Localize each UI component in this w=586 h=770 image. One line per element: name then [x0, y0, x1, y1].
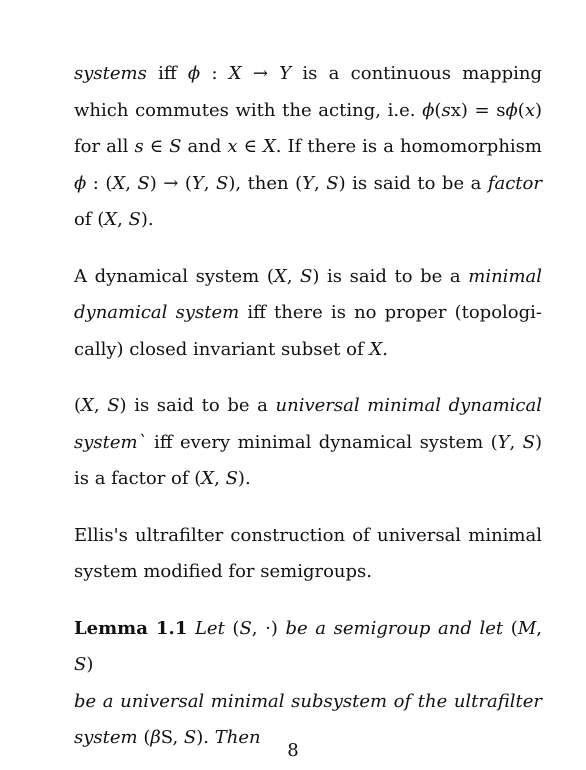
paragraph-universal-minimal: [74, 388, 542, 498]
text-line: system (βS, S). Then: [74, 727, 261, 748]
text-line: system` iff every minimal dynamical system (Y, S): [74, 431, 542, 453]
paragraph-minimal-system: [74, 259, 542, 369]
paragraph-factor-definition: [74, 56, 542, 239]
text-line: of (X, S).: [74, 209, 154, 230]
text-line: Lemma 1.1 Let (S, ·) be a semigroup and let (M, S): [74, 617, 542, 675]
text-line: dynamical system iff there is no proper (topologi-: [74, 302, 542, 323]
page-number: 8: [287, 740, 299, 761]
text-line: systems iff ϕ : X → Y is a continuous mapping: [74, 63, 542, 84]
text-line: cally) closed invariant subset of X.: [74, 338, 388, 360]
text-line: is a factor of (X, S).: [74, 468, 251, 489]
text-line: system modified for semigroups.: [74, 561, 372, 582]
text-line: A dynamical system (X, S) is said to be a minimal: [74, 265, 542, 287]
text-line: (X, S) is said to be a universal minimal dynamical: [74, 395, 542, 416]
text-line: be a universal minimal subsystem of the ultrafilter: [74, 690, 542, 712]
paragraph-ellis-construction: [74, 518, 542, 591]
text-line: ϕ : (X, S) → (Y, S), then (Y, S) is said to be a factor: [74, 172, 542, 194]
text-line: for all s ∈ S and x ∈ X. If there is a homomorphism: [74, 136, 542, 157]
text-line: which commutes with the acting, i.e. ϕ(sx) = sϕ(x): [74, 99, 542, 121]
text-line: Ellis's ultrafilter construction of universal minimal: [74, 524, 542, 546]
